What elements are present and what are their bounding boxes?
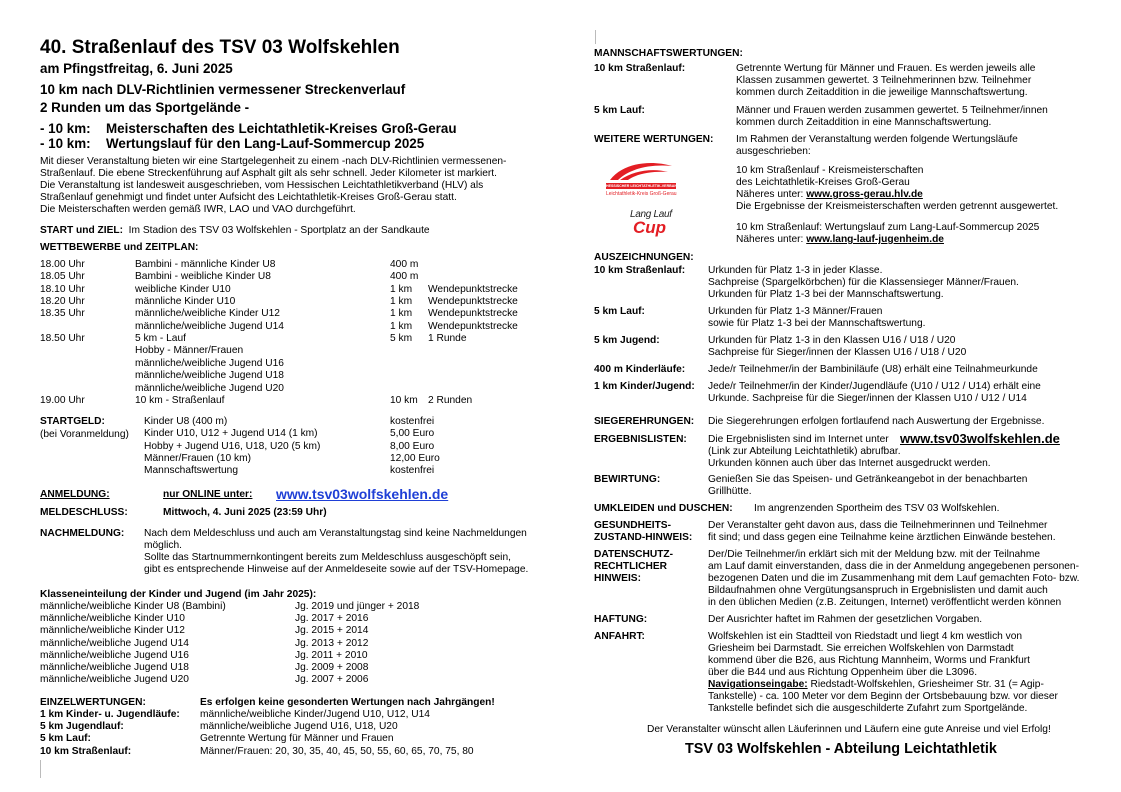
kreis-more-label: Näheres unter:: [736, 189, 804, 200]
gesundheit-line-1: fit sind; und dass gegen eine Teilnahme keine ärztlichen Einwände bestehen.: [708, 532, 1056, 543]
award-label: 5 km Jugend:: [594, 335, 660, 346]
schedule-note: Wendepunktstrecke: [428, 308, 518, 320]
cup-logo: [630, 209, 680, 239]
m5-line-1: kommen durch Zeitaddition in eine Mannschaftswertung.: [736, 117, 992, 128]
fee-name: Männer/Frauen (10 km): [144, 452, 252, 464]
cup-logo-bottom: Cup: [633, 218, 667, 237]
klasse-name: männliche/weibliche Kinder U8 (Bambini): [40, 601, 226, 612]
intro-line-2: Die Veranstaltung ist landesweit ausgeschrieben, vom Hessischen Leichtathletikverband (HLV) als: [40, 180, 484, 191]
event-date: am Pfingstfreitag, 6. Juni 2025: [40, 61, 233, 76]
einzel-label: EINZELWERTUNGEN:: [40, 697, 146, 708]
einzel-text: männliche/weibliche Jugend U16, U18, U20: [200, 721, 398, 733]
anfahrt-line-3: über die B44 und aus Richtung Oppenheim über die L3096.: [708, 667, 978, 678]
intro-line-4: Die Meisterschaften werden gemäß IWR, LAO und VAO durchgeführt.: [40, 204, 356, 215]
schedule-name: männliche/weibliche Jugend U20: [135, 382, 284, 394]
klasse-years: Jg. 2009 + 2008: [295, 662, 369, 673]
fee-name: Kinder U10, U12 + Jugend U14 (1 km): [144, 428, 318, 440]
cup-more-link[interactable]: www.lang-lauf-jugenheim.de: [806, 234, 944, 245]
cup-line: 10 km Straßenlauf: Wertungslauf zum Lang-Lauf-Sommercup 2025: [736, 222, 1040, 233]
datenschutz-line-3: Bildaufnahmen ohne Vergütungsanspruch in Ergebnislisten und damit auch: [708, 585, 1048, 596]
schedule-time: 19.00 Uhr: [40, 394, 85, 406]
anmeldung-label: ANMELDUNG:: [40, 489, 110, 500]
klasse-years: Jg. 2019 und jünger + 2018: [295, 601, 420, 612]
intro-line-3: Straßenlauf genehmigt und findet unter Aufsicht des Leichtathletik-Kreises Groß-Gerau statt.: [40, 192, 457, 203]
kreis-more: [736, 189, 923, 201]
klasse-name: männliche/weibliche Jugend U20: [40, 674, 189, 686]
nachmeldung-line-1: möglich.: [144, 540, 182, 551]
fee-price: 12,00 Euro: [390, 452, 440, 464]
datenschutz-line-4: in den üblichen Medien (z.B. Zeitungen, Internet) veröffentlicht werden können: [708, 597, 1062, 608]
weitere-label: WEITERE WERTUNGEN:: [594, 134, 714, 145]
datenschutz-line-1: am Lauf damit einverstanden, dass die in der Anmeldung angegebenen personen-: [708, 561, 1079, 572]
mannschaft-label: MANNSCHAFTSWERTUNGEN:: [594, 48, 743, 59]
anfahrt-line-2: kommend über die B26, aus Richtung Mannheim, Worms und Frankfurt: [708, 655, 1031, 666]
award-line: Urkunden für Platz 1-3 in den Klassen U16 / U18 / U20: [708, 335, 956, 346]
wertung-text: Wertungslauf für den Lang-Lauf-Sommercup 2025: [106, 136, 425, 151]
datenschutz-label-3: HINWEIS:: [594, 573, 641, 584]
meldeschluss-label: MELDESCHLUSS:: [40, 507, 128, 518]
subtitle-1: 10 km nach DLV-Richtlinien vermessener Streckenverlauf: [40, 82, 406, 97]
klasse-years: Jg. 2015 + 2014: [295, 625, 369, 637]
event-title: 40. Straßenlauf des TSV 03 Wolfskehlen: [40, 37, 400, 58]
fee-price: 5,00 Euro: [390, 428, 435, 440]
wettbewerbe-label: WETTBEWERBE und ZEITPLAN:: [40, 242, 199, 253]
ergebnis-line-0: (Link zur Abteilung Leichtathletik) abrufbar.: [708, 446, 901, 457]
schedule-time: 18.20 Uhr: [40, 296, 85, 308]
start-text: Im Stadion des TSV 03 Wolfskehlen - Sportplatz an der Sandkaute: [128, 225, 430, 236]
einzel-label-item: 10 km Straßenlauf:: [40, 745, 132, 757]
award-line: Urkunden für Platz 1-3 Männer/Frauen: [708, 306, 883, 317]
schedule-dist: 1 km: [390, 308, 413, 320]
einzel-label-item: 1 km Kinder- u. Jugendläufe:: [40, 709, 180, 720]
m10-line-2: kommen durch Zeitaddition in die jeweilige Mannschaftswertung.: [736, 87, 1028, 98]
navi-line: [708, 679, 1044, 691]
navi-label: Navigationseingabe:: [708, 679, 808, 690]
kreis-logo-top: HESSISCHER LEICHTATHLETIK-VERBAND: [606, 184, 680, 188]
schedule-name: männliche Kinder U10: [135, 296, 236, 308]
cup-more: [736, 234, 944, 246]
datenschutz-line-2: bezogenen Daten und die im Zusammenhang mit dem Lauf gemachten Foto- bzw.: [708, 573, 1080, 584]
umkleiden-label: UMKLEIDEN und DUSCHEN:: [594, 503, 733, 514]
nachmeldung-line-2: Sollte das Startnummernkontingent bereits zum Meldeschluss ausgeschöpft sein,: [144, 552, 511, 563]
kreis-more-link[interactable]: www.gross-gerau.hlv.de: [806, 189, 923, 200]
weitere-line-0: Im Rahmen der Veranstaltung werden folgende Wertungsläufe: [736, 134, 1018, 145]
datenschutz-label-2: RECHTLICHER: [594, 561, 668, 572]
award-label: 5 km Lauf:: [594, 306, 645, 317]
award-line: Sachpreise für Sieger/innen der Klassen U16 / U18 / U20: [708, 347, 967, 359]
start-label: START und ZIEL:: [40, 225, 123, 236]
schedule-note: Wendepunktstrecke: [428, 296, 518, 308]
award-label: 400 m Kinderläufe:: [594, 364, 686, 375]
sieger-text: Die Siegerehrungen erfolgen fortlaufend nach Auswertung der Ergebnisse.: [708, 416, 1045, 427]
schedule-name: weibliche Kinder U10: [135, 283, 231, 295]
datenschutz-label-1: DATENSCHUTZ-: [594, 549, 674, 560]
klassen-label: Klasseneinteilung der Kinder und Jugend (im Jahr 2025):: [40, 589, 317, 600]
m10-line-0: Getrennte Wertung für Männer und Frauen. Es werden jeweils alle: [736, 63, 1036, 74]
corner-mark-top-left: [40, 760, 41, 778]
kreis-result: Die Ergebnisse der Kreismeisterschaften werden getrennt ausgewertet.: [736, 201, 1059, 212]
m10-line-1: Klassen zusammen gewertet. 3 Teilnehmerinnen bzw. Teilnehmer: [736, 75, 1032, 86]
navi-line-0: Tankstelle) - ca. 100 Meter vor dem Beginn der Ortsbebauung bzw. vor dieser: [708, 691, 1058, 702]
kreis-line-1: des Leichtathletik-Kreises Groß-Gerau: [736, 177, 910, 188]
haftung-text: Der Ausrichter haftet im Rahmen der gesetzlichen Vorgaben.: [708, 614, 983, 625]
anmeldung-link[interactable]: www.tsv03wolfskehlen.de: [276, 486, 449, 502]
start-ziel: [40, 225, 430, 237]
einzel-label-item: 5 km Lauf:: [40, 733, 91, 745]
ergebnis-label: ERGEBNISLISTEN:: [594, 434, 687, 445]
fee-price: kostenfrei: [390, 416, 435, 427]
schedule-name: Bambini - männliche Kinder U8: [135, 259, 276, 270]
schedule-name: 10 km - Straßenlauf: [135, 394, 225, 406]
meldeschluss-text: Mittwoch, 4. Juni 2025 (23:59 Uhr): [163, 507, 327, 518]
wertung-line: [40, 136, 424, 152]
kreis-logo-bottom: Leichtathletik-Kreis Groß-Gerau: [606, 191, 677, 197]
meister-text: Meisterschaften des Leichtathletik-Kreises Groß-Gerau: [106, 121, 457, 136]
schedule-name: männliche/weibliche Jugend U14: [135, 320, 284, 332]
einzel-text: männliche/weibliche Kinder/Jugend U10, U12, U14: [200, 709, 430, 720]
einzel-text: Männer/Frauen: 20, 30, 35, 40, 45, 50, 55, 60, 65, 70, 75, 80: [200, 745, 474, 757]
navi-line-1: Tankstelle befindet sich die ausgeschilderte Zufahrt zum Sportgelände.: [708, 703, 1028, 714]
gesundheit-line-0: Der Veranstalter geht davon aus, dass die Teilnehmerinnen und Teilnehmer: [708, 520, 1048, 531]
anfahrt-label: ANFAHRT:: [594, 631, 645, 642]
einzel-text: Getrennte Wertung für Männer und Frauen: [200, 733, 394, 745]
meister-line: [40, 121, 457, 137]
award-line: Urkunden für Platz 1-3 in jeder Klasse.: [708, 265, 883, 276]
schedule-time: 18.05 Uhr: [40, 271, 85, 283]
award-line: Jede/r Teilnehmer/in der Bambiniläufe (U8) erhält eine Teilnahmeurkunde: [708, 364, 1038, 375]
nachmeldung-label: NACHMELDUNG:: [40, 528, 125, 539]
schedule-dist: 400 m: [390, 259, 419, 270]
navi-text: Riedstadt-Wolfskehlen, Griesheimer Str. 31 (= Agip-: [810, 679, 1044, 690]
footer-title: TSV 03 Wolfskehlen - Abteilung Leichtathletik: [685, 741, 997, 757]
schedule-name: männliche/weibliche Jugend U16: [135, 357, 284, 369]
kreis-logo: [606, 158, 680, 202]
klasse-years: Jg. 2007 + 2006: [295, 674, 369, 686]
klasse-years: Jg. 2013 + 2012: [295, 637, 369, 649]
schedule-note: Wendepunktstrecke: [428, 320, 518, 332]
fee-price: 8,00 Euro: [390, 440, 435, 452]
schedule-note: Wendepunktstrecke: [428, 283, 518, 295]
subtitle-2: 2 Runden um das Sportgelände -: [40, 100, 250, 115]
schedule-name: 5 km - Lauf: [135, 333, 186, 345]
anmeldung-text: nur ONLINE unter:: [163, 489, 253, 500]
schedule-note: 2 Runden: [428, 394, 473, 406]
award-line: sowie für Platz 1-3 bei der Mannschaftswertung.: [708, 318, 926, 330]
m5-line-0: Männer und Frauen werden zusammen gewertet. 5 Teilnehmer/innen: [736, 105, 1048, 116]
schedule-dist: 1 km: [390, 296, 413, 308]
fee-name: Kinder U8 (400 m): [144, 416, 228, 427]
klasse-years: Jg. 2011 + 2010: [295, 649, 368, 661]
einzel-note: Es erfolgen keine gesonderten Wertungen nach Jahrgängen!: [200, 697, 495, 708]
auszeichnungen-label: AUSZEICHNUNGEN:: [594, 252, 694, 263]
datenschutz-line-0: Der/Die Teilnehmer/in erklärt sich mit der Meldung bzw. mit der Teilnahme: [708, 549, 1040, 560]
bewirtung-label: BEWIRTUNG:: [594, 474, 661, 485]
umkleiden-text: Im angrenzenden Sportheim des TSV 03 Wolfskehlen.: [754, 503, 1000, 514]
m10-label: 10 km Straßenlauf:: [594, 63, 686, 74]
klasse-name: männliche/weibliche Jugend U18: [40, 662, 189, 673]
award-label: 10 km Straßenlauf:: [594, 265, 686, 276]
ergebnis-line-1: Urkunden können auch über das Internet ausgedruckt werden.: [708, 458, 991, 469]
m5-label: 5 km Lauf:: [594, 105, 645, 116]
klasse-name: männliche/weibliche Jugend U14: [40, 637, 189, 649]
meister-prefix: - 10 km:: [40, 121, 91, 136]
schedule-dist: 1 km: [390, 320, 413, 332]
schedule-time: 18.35 Uhr: [40, 308, 85, 320]
klasse-years: Jg. 2017 + 2016: [295, 613, 369, 625]
schedule-dist: 1 km: [390, 283, 413, 295]
schedule-name: männliche/weibliche Jugend U18: [135, 370, 284, 382]
schedule-name: männliche/weibliche Kinder U12: [135, 308, 280, 320]
schedule-dist: 5 km: [390, 333, 413, 345]
fee-price: kostenfrei: [390, 465, 435, 477]
einzel-label-item: 5 km Jugendlauf:: [40, 721, 124, 733]
ergebnis-line: [708, 434, 889, 446]
weitere-line-1: ausgeschrieben:: [736, 146, 811, 157]
schedule-dist: 400 m: [390, 271, 419, 283]
startgeld-label: STARTGELD:: [40, 416, 105, 427]
schedule-name: Bambini - weibliche Kinder U8: [135, 271, 271, 283]
wertung-prefix: - 10 km:: [40, 136, 91, 151]
ergebnis-text: Die Ergebnislisten sind im Internet unter: [708, 434, 889, 445]
schedule-dist: 10 km: [390, 394, 418, 406]
bewirtung-line-0: Genießen Sie das Speisen- und Getränkeangebot in der benachbarten: [708, 474, 1028, 485]
schedule-time: 18.00 Uhr: [40, 259, 85, 270]
startgeld-sub: (bei Voranmeldung): [40, 429, 129, 440]
closing-text: Der Veranstalter wünscht allen Läuferinnen und Läufern eine gute Anreise und viel Erfolg!: [647, 724, 1051, 735]
cup-more-label: Näheres unter:: [736, 234, 804, 245]
schedule-note: 1 Runde: [428, 333, 467, 345]
fee-name: Hobby + Jugend U16, U18, U20 (5 km): [144, 440, 321, 452]
intro-line-0: Mit dieser Veranstaltung bieten wir eine Startgelegenheit zu einem -nach DLV-Richtlinien vermessenen-: [40, 156, 507, 167]
gesundheit-label-2: ZUSTAND-HINWEIS:: [594, 532, 693, 543]
kreis-line-0: 10 km Straßenlauf - Kreismeisterschaften: [736, 165, 924, 176]
gesundheit-label-1: GESUNDHEITS-: [594, 520, 671, 531]
award-line: Urkunde. Sachpreise für die Sieger/innen der Klassen U10 / U12 / U14: [708, 393, 1027, 405]
anfahrt-line-1: Griesheim bei Darmstadt. Sie erreichen Wolfskehlen von Darmstadt: [708, 643, 1014, 654]
award-label: 1 km Kinder/Jugend:: [594, 381, 695, 392]
schedule-name: Hobby - Männer/Frauen: [135, 345, 244, 357]
nachmeldung-line-3: gibt es entsprechende Hinweise auf der Anmeldeseite sowie auf der TSV-Homepage.: [144, 564, 529, 575]
haftung-label: HAFTUNG:: [594, 614, 648, 625]
fee-name: Mannschaftswertung: [144, 465, 239, 477]
schedule-time: 18.50 Uhr: [40, 333, 85, 345]
cup-logo-top: Lang Lauf: [630, 209, 672, 220]
sieger-label: SIEGEREHRUNGEN:: [594, 416, 695, 427]
corner-mark-top-mid: [595, 30, 596, 44]
nachmeldung-line-0: Nach dem Meldeschluss und auch am Veranstaltungstag sind keine Nachmeldungen: [144, 528, 527, 539]
anfahrt-line-0: Wolfskehlen ist ein Stadtteil von Riedstadt und liegt 4 km westlich von: [708, 631, 1023, 642]
ergebnis-link[interactable]: www.tsv03wolfskehlen.de: [900, 431, 1060, 446]
award-line: Jede/r Teilnehmer/in der Kinder/Jugendläufe (U10 / U12 / U14) erhält eine: [708, 381, 1041, 392]
award-line: Urkunden für Platz 1-3 bei der Mannschaftswertung.: [708, 289, 944, 301]
bewirtung-line-1: Grillhütte.: [708, 486, 752, 497]
klasse-name: männliche/weibliche Kinder U10: [40, 613, 185, 625]
schedule-time: 18.10 Uhr: [40, 283, 85, 295]
klasse-name: männliche/weibliche Kinder U12: [40, 625, 185, 637]
intro-line-1: Straßenlauf. Die ebene Streckenführung auf Asphalt gilt als sehr schnell. Jeder Kilometer ist markiert.: [40, 168, 497, 179]
klasse-name: männliche/weibliche Jugend U16: [40, 649, 189, 661]
award-line: Sachpreise (Spargelkörbchen) für die Klassensieger Männer/Frauen.: [708, 277, 1019, 289]
